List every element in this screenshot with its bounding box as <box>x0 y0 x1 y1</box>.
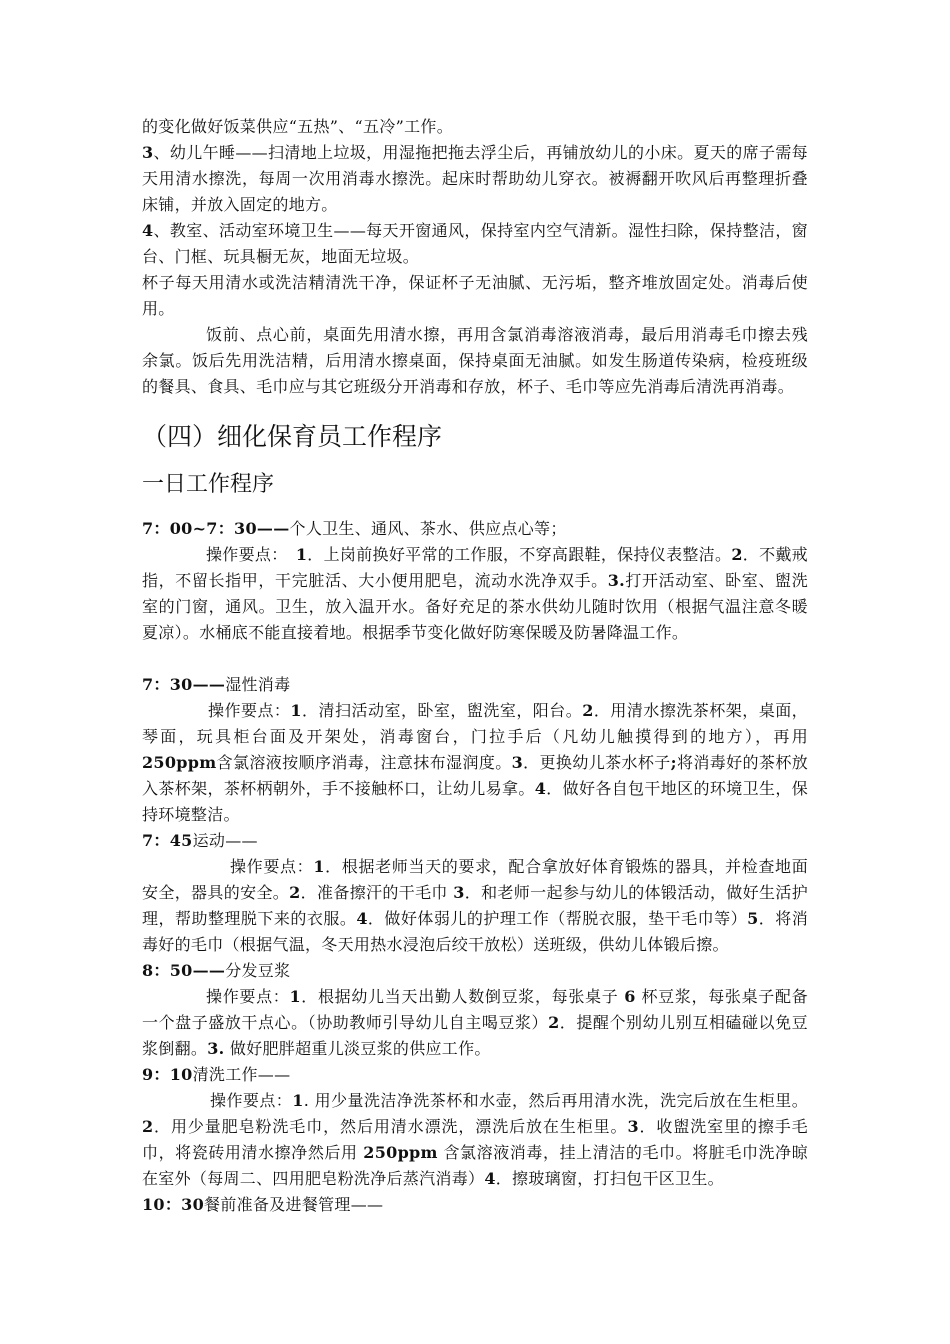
item-text: 打开活动室、卧室、盥洗室的门窗，通风。卫生，放入温开水。备好充足的茶水供幼儿随时饮用（根据气温注意冬暖夏凉）。水桶底不能直接着地。根据季节变化做好防寒保暖及防暑降温工作。 <box>142 571 808 642</box>
item-number: 3 <box>142 143 154 162</box>
operation-label: 操作要点： <box>208 701 291 720</box>
schedule-time: 10：30 <box>142 1195 205 1214</box>
item-number: 2 <box>731 545 743 564</box>
item-number: 1 <box>290 701 302 720</box>
paragraph-classroom <box>142 218 808 270</box>
operation-points <box>142 854 808 958</box>
item-number: 4 <box>484 1169 496 1188</box>
schedule-entry-0730 <box>142 672 808 698</box>
item-text: ．将消毒好的毛巾（根据气温，冬天用热水浸泡后绞干放松）送班级，供幼儿体锻后擦。 <box>142 909 809 954</box>
item-text: ．准备擦汗的干毛巾 <box>300 883 448 902</box>
item-number: 2 <box>289 883 301 902</box>
item-text: . 用少量洗洁净洗茶杯和水壶，然后再用清水洗，洗完后放在生柜里。 <box>303 1091 808 1110</box>
schedule-time: 9：10 <box>142 1065 193 1084</box>
item-text: ．更换幼儿茶水杯子 <box>523 753 671 772</box>
item-number: 1 <box>295 545 308 564</box>
schedule-time: 8：50—— <box>142 961 226 980</box>
schedule-title: 餐前准备及进餐管理—— <box>204 1195 384 1214</box>
item-text: ．清扫活动室，卧室，盥洗室，阳台。 <box>301 701 583 720</box>
paragraph-text: 、幼儿午睡——扫清地上垃圾，用湿拖把拖去浮尘后，再铺放幼儿的小床。夏天的席子需每天用清水擦洗，每周一次用消毒水擦洗。起床时帮助幼儿穿衣。被褥翻开吹风后再整理折叠床铺，并放入固定的地方。 <box>142 143 808 214</box>
item-number: 3 <box>511 753 524 772</box>
subsection-heading: 一日工作程序 <box>142 472 275 497</box>
operation-points <box>142 698 808 828</box>
item-text: ．收盥洗室里的擦手毛巾，将瓷砖用清水擦净然后用 <box>142 1117 808 1162</box>
item-number: 2 <box>142 1117 154 1136</box>
schedule-title: 湿性消毒 <box>225 675 291 694</box>
paragraph-meal-hygiene: 饭前、点心前，桌面先用清水擦，再用含氯消毒溶液消毒，最后用消毒毛巾擦去残余氯。饭后先用洗洁精，后用清水擦桌面，保持桌面无油腻。如发生肠道传染病，检疫班级的餐具、食具、毛巾应与其它班级分开消毒和存放，杯子、毛巾等应先消毒后清洗再消毒。 <box>142 325 808 396</box>
item-text: ．做好体弱儿的护理工作（帮脱衣服，垫干毛巾等） <box>367 909 748 928</box>
schedule-time: 7：00~7：30—— <box>142 519 290 538</box>
section-heading: （四）细化保育员工作程序 <box>142 422 443 451</box>
operation-points <box>142 1088 808 1192</box>
operation-label: 操作要点： <box>206 987 290 1006</box>
schedule-time: 7：45 <box>142 831 193 850</box>
item-text: ．上岗前换好平常的工作服，不穿高跟鞋，保持仪表整洁。 <box>307 545 732 564</box>
schedule-title: 个人卫生、通风、茶水、供应点心等； <box>289 519 567 538</box>
schedule-entry-0745 <box>142 828 808 854</box>
item-number: 3. <box>207 1039 225 1058</box>
item-number: 1 <box>292 1091 304 1110</box>
punctuation: ; <box>670 753 677 772</box>
item-number: 1 <box>289 987 301 1006</box>
item-number: 3 <box>453 883 465 902</box>
schedule-entry-0910 <box>142 1062 808 1088</box>
concentration-value: 250ppm <box>142 753 217 772</box>
schedule-entry-0700 <box>142 516 808 542</box>
item-text: 做好肥胖超重儿淡豆浆的供应工作。 <box>229 1039 491 1058</box>
schedule-entry-0850 <box>142 958 808 984</box>
operation-label: 操作要点： <box>230 857 314 876</box>
item-text: 含氯溶液按顺序消毒，注意抹布湿润度。 <box>216 753 512 772</box>
operation-points <box>142 542 808 646</box>
item-number: 4 <box>534 779 547 798</box>
item-text: ．提醒个别幼儿别互相磕碰以免豆浆倒翻。 <box>142 1013 808 1058</box>
item-text: ．用清水擦洗茶杯架，桌面，琴面，玩具柜台面及开架处，消毒窗台，门拉手后（凡幼儿触摸得到的地方），再用 <box>142 701 808 746</box>
item-number: 4 <box>356 909 368 928</box>
operation-points <box>142 984 808 1062</box>
item-number: 1 <box>313 857 325 876</box>
item-text: ．擦玻璃窗，打扫包干区卫生。 <box>495 1169 724 1188</box>
schedule-title: 分发豆浆 <box>225 961 291 980</box>
item-text: 含氯溶液消毒，挂上清洁的毛巾。将脏毛巾洗净晾在室外（每周二、四用肥皂粉洗净后蒸汽消毒） <box>142 1143 808 1188</box>
operation-label: 操作要点： <box>206 545 280 564</box>
cup-count: 6 <box>624 987 636 1006</box>
paragraph-text: 、教室、活动室环境卫生——每天开窗通风，保持室内空气清新。湿性扫除，保持整洁，窗台、门框、玩具橱无灰，地面无垃圾。 <box>142 221 808 266</box>
schedule-title: 运动—— <box>192 831 258 850</box>
item-text: ．根据幼儿当天出勤人数倒豆浆，每张桌子 <box>300 987 619 1006</box>
item-text: ．不戴戒指，不留长指甲，干完脏活、大小便用肥皂，流动水洗净双手。 <box>142 545 808 590</box>
concentration-value: 250ppm <box>363 1143 438 1162</box>
item-number: 3 <box>627 1117 639 1136</box>
operation-label: 操作要点： <box>210 1091 293 1110</box>
paragraph-continuation: 的变化做好饭菜供应“五热”、“五冷”工作。 <box>142 117 454 136</box>
item-text: 杯豆浆，每张桌子配备一个盘子盛放干点心。（协助教师引导幼儿自主喝豆浆） <box>142 987 808 1032</box>
item-number: 5 <box>747 909 759 928</box>
item-text: 将消毒好的茶杯放入茶杯架，茶杯柄朝外，手不接触杯口，让幼儿易拿。 <box>142 753 809 798</box>
schedule-time: 7：30—— <box>142 675 226 694</box>
schedule-title: 清洗工作—— <box>192 1065 291 1084</box>
document-body <box>142 114 808 1218</box>
item-text: ．做好各自包干地区的环境卫生，保持环境整洁。 <box>142 779 808 824</box>
item-number: 2 <box>548 1013 560 1032</box>
paragraph-cups: 杯子每天用清水或洗洁精清洗干净，保证杯子无油腻、无污垢，整齐堆放固定处。消毒后使用。 <box>142 273 808 318</box>
item-text: ．根据老师当天的要求，配合拿放好体育锻炼的器具，并检查地面安全，器具的安全。 <box>142 857 808 902</box>
item-text: ．和老师一起参与幼儿的体锻活动，做好生活护理，帮助整理脱下来的衣服。 <box>142 883 809 928</box>
item-number: 3. <box>607 571 626 590</box>
item-text: ．用少量肥皂粉洗毛巾，然后用清水漂洗，漂洗后放在生柜里。 <box>153 1117 628 1136</box>
schedule-entry-1030 <box>142 1192 808 1218</box>
item-number: 2 <box>582 701 594 720</box>
item-number: 4 <box>142 221 154 240</box>
paragraph-nap <box>142 140 808 218</box>
